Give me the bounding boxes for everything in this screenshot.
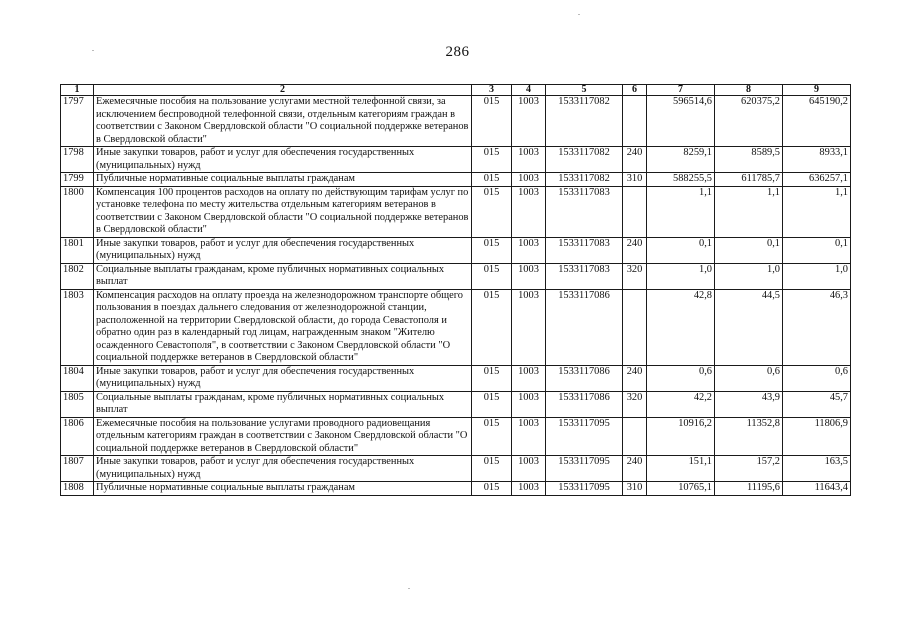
amount-col9: 8933,1 xyxy=(783,147,851,173)
row-number: 1808 xyxy=(61,482,94,496)
department-code: 015 xyxy=(472,417,512,456)
expense-type-code: 240 xyxy=(623,456,647,482)
target-article-code: 1533117095 xyxy=(546,417,623,456)
target-article-code: 1533117083 xyxy=(546,186,623,237)
amount-col9: 11643,4 xyxy=(783,482,851,496)
department-code: 015 xyxy=(472,186,512,237)
amount-col8: 8589,5 xyxy=(715,147,783,173)
column-header: 8 xyxy=(715,85,783,96)
department-code: 015 xyxy=(472,456,512,482)
table-row xyxy=(61,237,851,263)
target-article-code: 1533117082 xyxy=(546,96,623,147)
column-header: 1 xyxy=(61,85,94,96)
expense-type-code: 240 xyxy=(623,365,647,391)
target-article-code: 1533117083 xyxy=(546,237,623,263)
row-description: Социальные выплаты гражданам, кроме публичных нормативных социальных выплат xyxy=(94,391,472,417)
section-code: 1003 xyxy=(512,186,546,237)
expense-type-code: 240 xyxy=(623,237,647,263)
section-code: 1003 xyxy=(512,237,546,263)
department-code: 015 xyxy=(472,365,512,391)
amount-col7: 42,8 xyxy=(647,289,715,365)
budget-table xyxy=(60,84,851,496)
table-row xyxy=(61,417,851,456)
row-number: 1804 xyxy=(61,365,94,391)
section-code: 1003 xyxy=(512,482,546,496)
amount-col8: 0,1 xyxy=(715,237,783,263)
expense-type-code: 310 xyxy=(623,173,647,187)
row-number: 1798 xyxy=(61,147,94,173)
section-code: 1003 xyxy=(512,263,546,289)
row-description: Ежемесячные пособия на пользование услугами проводного радиовещания отдельным категориям граждан в соответствии с Законом Свердловской области "О социальной поддержке ветеранов в Свердловской области" xyxy=(94,417,472,456)
amount-col8: 11352,8 xyxy=(715,417,783,456)
expense-type-code: 320 xyxy=(623,391,647,417)
row-description: Публичные нормативные социальные выплаты гражданам xyxy=(94,173,472,187)
column-header: 7 xyxy=(647,85,715,96)
row-number: 1803 xyxy=(61,289,94,365)
row-number: 1805 xyxy=(61,391,94,417)
row-description: Публичные нормативные социальные выплаты гражданам xyxy=(94,482,472,496)
amount-col9: 46,3 xyxy=(783,289,851,365)
row-number: 1807 xyxy=(61,456,94,482)
table-row xyxy=(61,391,851,417)
table-row xyxy=(61,365,851,391)
department-code: 015 xyxy=(472,237,512,263)
amount-col8: 1,1 xyxy=(715,186,783,237)
amount-col7: 0,1 xyxy=(647,237,715,263)
amount-col7: 1,0 xyxy=(647,263,715,289)
column-header: 6 xyxy=(623,85,647,96)
table-row xyxy=(61,147,851,173)
target-article-code: 1533117086 xyxy=(546,365,623,391)
amount-col9: 1,0 xyxy=(783,263,851,289)
row-number: 1802 xyxy=(61,263,94,289)
amount-col7: 42,2 xyxy=(647,391,715,417)
page-number: 286 xyxy=(445,44,470,60)
section-code: 1003 xyxy=(512,289,546,365)
row-description: Иные закупки товаров, работ и услуг для обеспечения государственных (муниципальных) нужд xyxy=(94,237,472,263)
expense-type-code: 240 xyxy=(623,147,647,173)
row-description: Компенсация расходов на оплату проезда на железнодорожном транспорте общего пользования в поездах дальнего следования от железнодорожной станции, расположенной на территории Свердловской области, до города Севастополя и обратно один раз в календарный год лицам, награжденным знаком "Жителю осажденного Севастополя", в соответствии с Законом Свердловской области "О социальной поддержке ветеранов в Свердловской области" xyxy=(94,289,472,365)
table-row xyxy=(61,482,851,496)
amount-col9: 636257,1 xyxy=(783,173,851,187)
row-number: 1806 xyxy=(61,417,94,456)
target-article-code: 1533117082 xyxy=(546,147,623,173)
section-code: 1003 xyxy=(512,147,546,173)
amount-col8: 44,5 xyxy=(715,289,783,365)
column-header: 9 xyxy=(783,85,851,96)
target-article-code: 1533117086 xyxy=(546,289,623,365)
amount-col9: 1,1 xyxy=(783,186,851,237)
amount-col7: 8259,1 xyxy=(647,147,715,173)
amount-col9: 0,6 xyxy=(783,365,851,391)
row-number: 1800 xyxy=(61,186,94,237)
department-code: 015 xyxy=(472,147,512,173)
target-article-code: 1533117082 xyxy=(546,173,623,187)
section-code: 1003 xyxy=(512,417,546,456)
department-code: 015 xyxy=(472,482,512,496)
expense-type-code xyxy=(623,289,647,365)
section-code: 1003 xyxy=(512,365,546,391)
department-code: 015 xyxy=(472,391,512,417)
row-number: 1797 xyxy=(61,96,94,147)
row-number: 1799 xyxy=(61,173,94,187)
table-row xyxy=(61,456,851,482)
table-header-row xyxy=(61,85,851,96)
amount-col8: 0,6 xyxy=(715,365,783,391)
expense-type-code xyxy=(623,96,647,147)
target-article-code: 1533117083 xyxy=(546,263,623,289)
scan-speck xyxy=(578,14,580,15)
table-row xyxy=(61,173,851,187)
amount-col7: 596514,6 xyxy=(647,96,715,147)
table-row xyxy=(61,289,851,365)
column-header: 3 xyxy=(472,85,512,96)
scan-speck xyxy=(408,588,410,589)
column-header: 4 xyxy=(512,85,546,96)
target-article-code: 1533117086 xyxy=(546,391,623,417)
department-code: 015 xyxy=(472,289,512,365)
row-number: 1801 xyxy=(61,237,94,263)
scan-speck xyxy=(92,50,94,51)
target-article-code: 1533117095 xyxy=(546,482,623,496)
table-row xyxy=(61,186,851,237)
amount-col8: 43,9 xyxy=(715,391,783,417)
row-description: Иные закупки товаров, работ и услуг для обеспечения государственных (муниципальных) нужд xyxy=(94,365,472,391)
amount-col9: 163,5 xyxy=(783,456,851,482)
department-code: 015 xyxy=(472,173,512,187)
section-code: 1003 xyxy=(512,173,546,187)
department-code: 015 xyxy=(472,263,512,289)
row-description: Социальные выплаты гражданам, кроме публичных нормативных социальных выплат xyxy=(94,263,472,289)
expense-type-code xyxy=(623,417,647,456)
amount-col8: 611785,7 xyxy=(715,173,783,187)
table-row xyxy=(61,263,851,289)
section-code: 1003 xyxy=(512,456,546,482)
expense-type-code xyxy=(623,186,647,237)
section-code: 1003 xyxy=(512,96,546,147)
amount-col8: 157,2 xyxy=(715,456,783,482)
amount-col7: 10765,1 xyxy=(647,482,715,496)
row-description: Компенсация 100 процентов расходов на оплату по действующим тарифам услуг по установке телефона по месту жительства отдельным категориям ветеранов в соответствии с Законом Свердловской области "О социальной поддержке ветеранов в Свердловской области" xyxy=(94,186,472,237)
amount-col9: 645190,2 xyxy=(783,96,851,147)
column-header: 2 xyxy=(94,85,472,96)
amount-col9: 45,7 xyxy=(783,391,851,417)
amount-col7: 588255,5 xyxy=(647,173,715,187)
row-description: Иные закупки товаров, работ и услуг для обеспечения государственных (муниципальных) нужд xyxy=(94,147,472,173)
table-row xyxy=(61,96,851,147)
amount-col9: 0,1 xyxy=(783,237,851,263)
amount-col7: 151,1 xyxy=(647,456,715,482)
department-code: 015 xyxy=(472,96,512,147)
expense-type-code: 310 xyxy=(623,482,647,496)
expense-type-code: 320 xyxy=(623,263,647,289)
amount-col9: 11806,9 xyxy=(783,417,851,456)
amount-col8: 1,0 xyxy=(715,263,783,289)
amount-col7: 0,6 xyxy=(647,365,715,391)
amount-col7: 1,1 xyxy=(647,186,715,237)
amount-col8: 11195,6 xyxy=(715,482,783,496)
row-description: Иные закупки товаров, работ и услуг для обеспечения государственных (муниципальных) нужд xyxy=(94,456,472,482)
target-article-code: 1533117095 xyxy=(546,456,623,482)
column-header: 5 xyxy=(546,85,623,96)
row-description: Ежемесячные пособия на пользование услугами местной телефонной связи, за исключением беспроводной телефонной связи, отдельным категориям граждан в соответствии с Законом Свердловской области "О социальной поддержке ветеранов в Свердловской области" xyxy=(94,96,472,147)
amount-col7: 10916,2 xyxy=(647,417,715,456)
amount-col8: 620375,2 xyxy=(715,96,783,147)
section-code: 1003 xyxy=(512,391,546,417)
